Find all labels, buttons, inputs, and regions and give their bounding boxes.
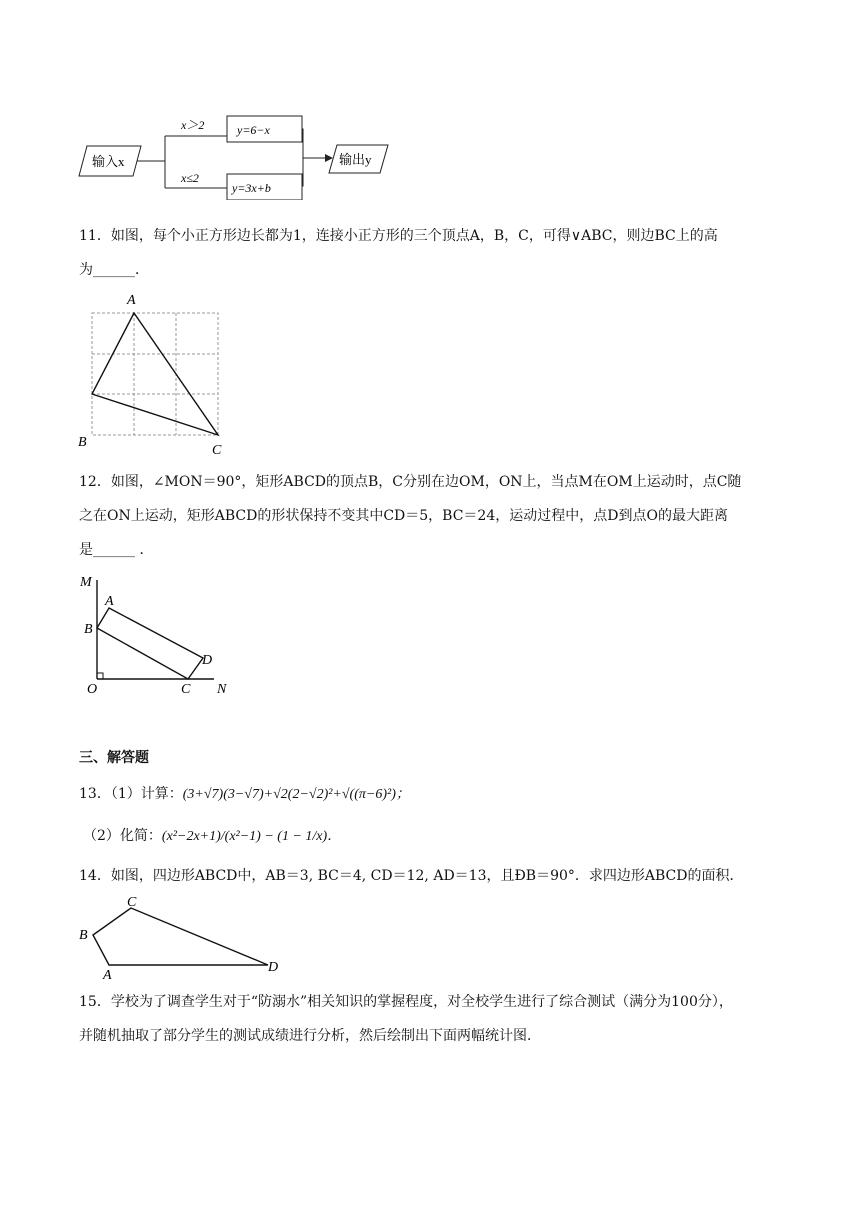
q15-text-line1: 15．学校为了调查学生对于“防溺水”相关知识的掌握程度，对全校学生进行了综合测试（满分为100分），: [79, 994, 733, 1010]
label-o: O: [87, 682, 98, 697]
q15-text-line2: 并随机抽取了部分学生的测试成绩进行分析，然后绘制出下面两幅统计图．: [79, 1028, 541, 1044]
label-b: B: [79, 928, 88, 943]
q13-part1: [79, 784, 410, 805]
label-a: A: [105, 594, 114, 609]
triangle-abc: [92, 313, 218, 435]
q12-rectangle-figure: [76, 568, 246, 698]
q13-part2-expression: (x²−2x+1)/(x²−1) − (1 − 1/x)．: [161, 829, 342, 844]
q12-text-line2: 之在ON上运动，矩形ABCD的形状保持不变其中CD＝5，BC＝24，运动过程中，点D到点O的最大距离: [79, 508, 728, 524]
q11-grid-triangle-figure: [74, 290, 234, 460]
label-d: D: [202, 653, 213, 668]
label-c: C: [181, 682, 191, 697]
label-n: N: [217, 682, 227, 697]
q13-part2-prefix: （2）化简：: [83, 828, 162, 844]
flowchart-box-bottom-label: y=3x+b: [232, 181, 271, 195]
label-b: B: [84, 622, 93, 637]
flowchart-box-top-label: y=6−x: [237, 123, 270, 137]
flowchart-condition-bottom: x≤2: [181, 171, 199, 185]
q13-part2: [83, 826, 341, 847]
label-c: C: [127, 895, 137, 910]
rectangle-abcd: [97, 608, 203, 679]
q13-part1-expression: (3+√7)(3−√7)+√2(2−√2)²+√((π−6)²)；: [182, 787, 410, 802]
q12-text-line3: 是______ ．: [79, 542, 154, 558]
label-a: A: [103, 968, 112, 982]
label-b: B: [78, 435, 87, 450]
flowchart-condition-top: x＞2: [181, 118, 205, 132]
label-c: C: [212, 443, 222, 458]
arrow-head-icon: [325, 154, 333, 162]
section-title: 三、解答题: [79, 750, 149, 766]
flowchart-input-label: 输入x: [92, 154, 125, 169]
label-m: M: [80, 575, 92, 590]
flowchart-output-label: 输出y: [339, 152, 372, 167]
q12-text-line1: 12．如图，∠MON＝90°，矩形ABCD的顶点B，C分别在边OM，ON上，当点M在OM上运动时，点C随: [79, 474, 742, 490]
q13-part1-prefix: 13．（1）计算：: [79, 786, 183, 802]
q14-quadrilateral-figure: [76, 890, 286, 982]
quadrilateral-abcd: [93, 908, 268, 965]
q11-text-line2: 为______．: [79, 262, 149, 278]
label-a: A: [127, 293, 136, 308]
label-d: D: [268, 960, 279, 975]
q11-text-line1: 11．如图，每个小正方形边长都为1，连接小正方形的三个顶点A，B，C，可得∨ABC，则边BC上的高: [79, 228, 718, 244]
flowchart-diagram: [75, 110, 395, 200]
q14-text: 14．如图，四边形ABCD中，AB＝3, BC＝4, CD＝12, AD＝13，且ÐB＝90°．求四边形ABCD的面积．: [79, 868, 744, 884]
